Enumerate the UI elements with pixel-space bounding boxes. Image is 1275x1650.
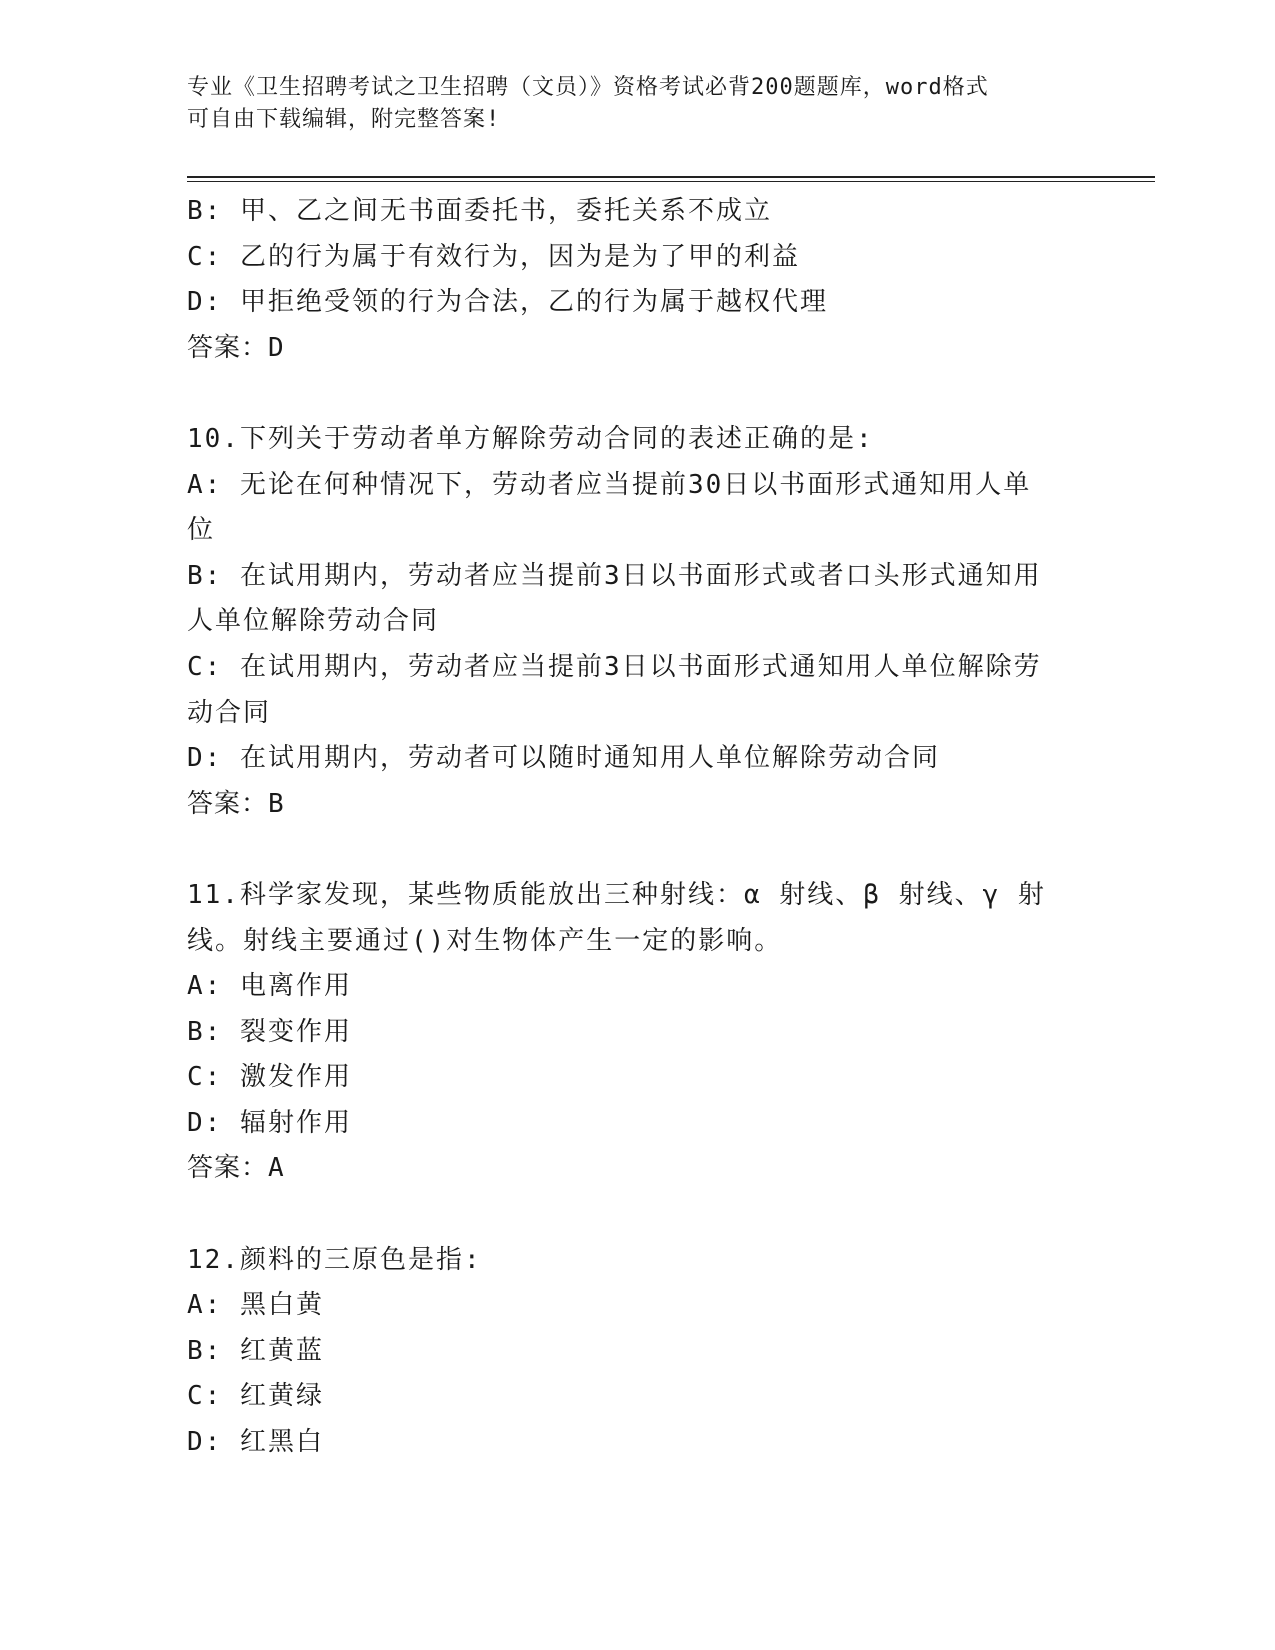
q12-option-d: D: 红黑白 <box>187 1427 324 1458</box>
spacer <box>187 371 1067 417</box>
q10-answer: 答案：B <box>187 788 285 819</box>
document-header <box>187 72 1087 136</box>
q12-option-a: A: 黑白黄 <box>187 1290 324 1321</box>
prev-option-b: B: 甲、乙之间无书面委托书，委托关系不成立 <box>187 196 772 226</box>
spacer <box>187 1192 1067 1238</box>
q10-option-c-line2: 动合同 <box>187 697 272 728</box>
q12-option-c: C: 红黄绿 <box>187 1381 324 1412</box>
header-line-2: 可自由下载编辑，附完整答案! <box>187 107 501 132</box>
q11-stem-line2: 线。射线主要通过()对生物体产生一定的影响。 <box>187 925 783 956</box>
prev-option-d: D: 甲拒绝受领的行为合法，乙的行为属于越权代理 <box>187 287 828 318</box>
header-divider-thin <box>187 181 1155 182</box>
q10-option-d: D: 在试用期内，劳动者可以随时通知用人单位解除劳动合同 <box>187 743 940 774</box>
q12-option-b: B: 红黄蓝 <box>187 1335 324 1366</box>
q12-stem: 12.颜料的三原色是指: <box>187 1244 482 1275</box>
q10-stem: 10.下列关于劳动者单方解除劳动合同的表述正确的是: <box>187 423 874 454</box>
q11-answer: 答案：A <box>187 1153 285 1184</box>
q11-option-d: D: 辐射作用 <box>187 1107 352 1138</box>
q10-option-a-line1: A: 无论在何种情况下，劳动者应当提前30日以书面形式通知用人单 <box>187 469 1032 500</box>
q10-option-b-line2: 人单位解除劳动合同 <box>187 606 440 637</box>
prev-answer: 答案：D <box>187 332 285 363</box>
q11-option-b: B: 裂变作用 <box>187 1016 352 1047</box>
q10-option-a-line2: 位 <box>187 515 216 546</box>
header-divider-thick <box>187 176 1155 178</box>
header-line-1: 专业《卫生招聘考试之卫生招聘（文员）》资格考试必背200题题库，word格式 <box>187 75 989 100</box>
q11-stem-line1: 11.科学家发现，某些物质能放出三种射线：α 射线、β 射线、γ 射 <box>187 879 1046 910</box>
prev-option-c: C: 乙的行为属于有效行为，因为是为了甲的利益 <box>187 241 800 272</box>
q10-option-c-line1: C: 在试用期内，劳动者应当提前3日以书面形式通知用人单位解除劳 <box>187 651 1042 682</box>
q11-option-c: C: 激发作用 <box>187 1062 352 1093</box>
question-content <box>187 189 1067 1466</box>
spacer <box>187 827 1067 873</box>
q10-option-b-line1: B: 在试用期内，劳动者应当提前3日以书面形式或者口头形式通知用 <box>187 560 1042 591</box>
q11-option-a: A: 电离作用 <box>187 971 352 1002</box>
